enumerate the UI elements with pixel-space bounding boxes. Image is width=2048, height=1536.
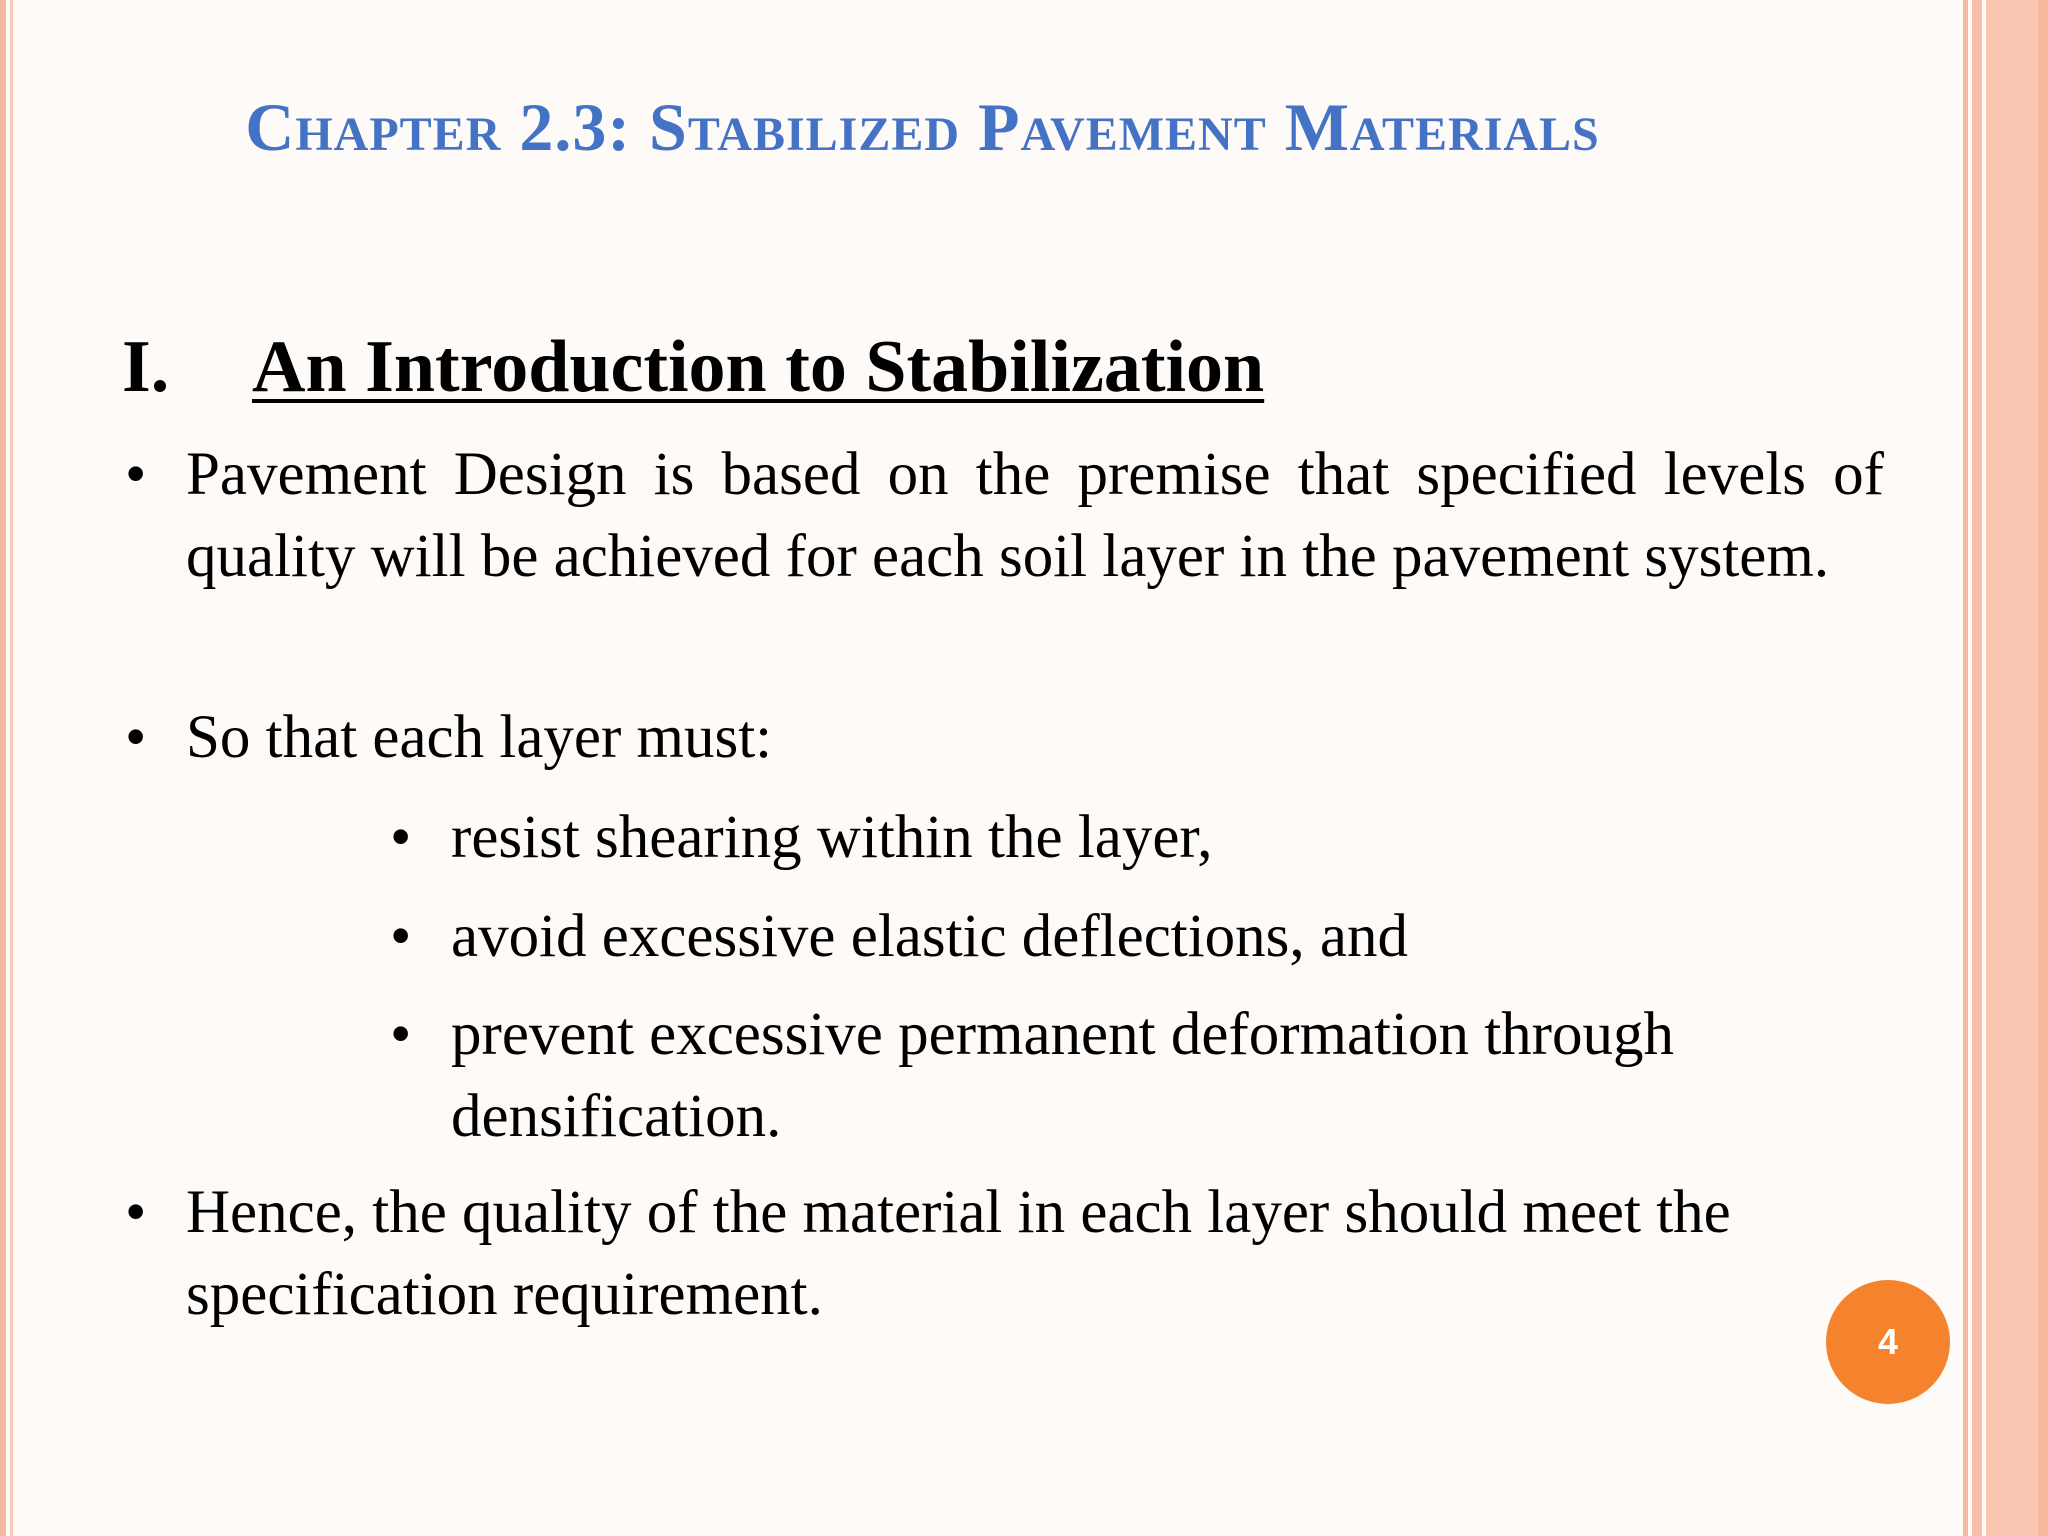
left-border-stripe-inner bbox=[10, 0, 13, 1536]
bullet-text: So that each layer must: bbox=[186, 704, 773, 771]
bullet-text: Pavement Design is based on the premise that specified levels of quality will be achieved for each soil layer in the pavement system. bbox=[186, 441, 1884, 590]
section-heading bbox=[122, 322, 1264, 412]
section-numeral: I. bbox=[122, 326, 170, 408]
bullet-icon: • bbox=[390, 903, 412, 970]
bullet-item bbox=[125, 697, 1955, 787]
sub-bullet-text: prevent excessive permanent deformation through densification. bbox=[451, 1001, 1674, 1150]
sub-bullet-item bbox=[390, 994, 1870, 1164]
bullet-icon: • bbox=[390, 804, 412, 871]
bullet-text: Hence, the quality of the material in each layer should meet the specification requirement. bbox=[186, 1179, 1731, 1328]
sub-bullet-item bbox=[390, 797, 1870, 887]
left-border-stripe bbox=[0, 0, 6, 1536]
right-border-stripe-thin bbox=[1963, 0, 1968, 1536]
bullet-icon: • bbox=[390, 1001, 412, 1068]
right-border-edge bbox=[2038, 0, 2048, 1536]
bullet-icon: • bbox=[125, 704, 147, 771]
sub-bullet-text: avoid excessive elastic deflections, and bbox=[451, 903, 1408, 970]
right-border-stripe-mid bbox=[1972, 0, 1982, 1536]
sub-bullet-text: resist shearing within the layer, bbox=[451, 804, 1213, 871]
bullet-item bbox=[125, 1172, 1955, 1342]
bullet-icon: • bbox=[125, 1179, 147, 1246]
sub-bullet-item bbox=[390, 896, 1870, 986]
slide-title: Chapter 2.3: Stabilized Pavement Materials bbox=[245, 89, 1600, 165]
bullet-icon: • bbox=[125, 441, 147, 508]
bullet-item bbox=[125, 434, 1955, 684]
page-number-badge: 4 bbox=[1826, 1280, 1950, 1404]
section-heading-text: An Introduction to Stabilization bbox=[252, 326, 1265, 408]
